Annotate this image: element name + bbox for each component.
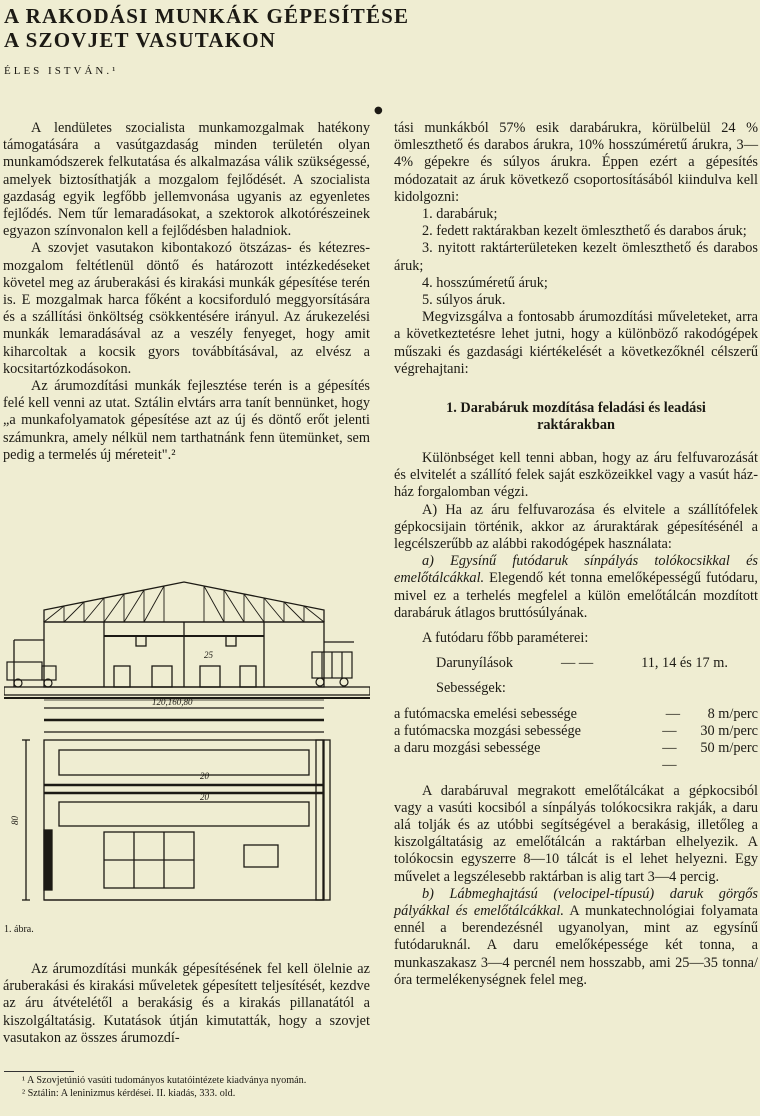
paragraph-7-text: A munkatechnológiai folyamata ennél a berendezésnél ugyanolyan, mint az egysínű futódaruknál. A daru emelőképessége két tonna, a munkaszakasz 3—4 percnél nem hosszabb, ami 25—35 tonna/óra termelékenységnek felel meg.: [394, 902, 758, 988]
subheading-a: a) Egysínű futódaruk sínpályás tolókocsikkal és emelőtálcákkal.: [394, 553, 758, 587]
goods-group-list: [394, 206, 758, 309]
list-item: 2. fedett raktárakban kezelt ömleszthető és darabos áruk;: [422, 223, 747, 240]
speed-label: a futómacska emelési sebessége: [394, 705, 578, 722]
right-paragraph-4: A) Ha az áru felfuvarozása és elvitele a szállítófelek gépkocsijain történik, akkor az áruraktárak gépesítésénél a legcélszerűbb az alábbi rakodógépek használata:: [394, 501, 758, 553]
article-title: [4, 4, 524, 52]
right-column: [394, 120, 758, 989]
rail-car: [312, 642, 354, 686]
right-paragraph-3: Különbséget kell tenni abban, hogy az áru felfuvarozását és elvitelét a szállító felek saját eszközeikkel vagy a vasút ház-ház forgalomban végzi.: [394, 450, 758, 501]
speed-value: 50 m/perc: [700, 740, 758, 757]
list-item: 4. hosszúméretű áruk;: [422, 274, 548, 291]
params-title: A futódaru főbb paraméterei:: [422, 630, 589, 647]
section-heading-line-2: raktárakban: [537, 417, 615, 434]
crane-span-row: [394, 655, 758, 672]
list-item: 5. súlyos áruk.: [422, 292, 506, 309]
span-label: Darunyílások: [436, 655, 514, 672]
dimension-label-25: 25: [204, 650, 213, 660]
left-column-bottom: [3, 961, 370, 1047]
title-line-1: A RAKODÁSI MUNKÁK GÉPESÍTÉSE: [4, 4, 410, 28]
speed-row: [394, 740, 758, 774]
roof-truss: [44, 582, 324, 622]
left-paragraph-1: A lendületes szocialista munkamozgalmak hatékony támogatására a vasútgazdaság minden területén olyan munkamódszerek felkutatása és alkalmazása válik szükségessé, amelyek biztosíthatják a mozgalom fejlődését. A szocialista gazdaság egyik legfőbb jellemvonása ugyanis az egyenletes fejlődés. Nem tűr lemaradásokat, a szektorok alkotórészeinek egyazon színvonalon kell a fejlődésben haladniok.: [3, 120, 370, 240]
paragraph-5-text: Elegendő két tonna emelőképességű futódaru, mivel ez a terhelés megfelel a külön emelőtálcán mozdított darabáruk átlagos bruttósúlyának.: [394, 570, 758, 621]
section-heading-line-1: 1. Darabáruk mozdítása feladási és leadási: [446, 400, 706, 417]
dimension-label-80: 80: [10, 816, 20, 825]
right-paragraph-1: tási munkákból 57% esik darabárukra, körülbelül 24 % ömleszthető és darabos árukra, 10% hosszúméretű árukra, 3—4% gépekre és súlyos árukra. Éppen ezért a gépesítés módozatait az áruk következő csoportosításából kiindulva kell kidolgozni:: [394, 120, 758, 205]
right-paragraph-7: [394, 886, 758, 989]
crane-hoist-left: [136, 636, 146, 646]
span-value: 11, 14 és 17 m.: [641, 655, 728, 672]
speed-label: a futómacska mozgási sebessége: [394, 722, 581, 739]
left-paragraph-3: Az árumozdítási munkák fejlesztése terén is a gépesítés felé kell venni az utat. Sztálin elvtárs arra tanít bennünket, hogy „a munkafolyamatok gépesítése azt az új és döntő erőt jelenti számunkra, amely nélkül nem tarthatnánk fenn ütemünket, sem pedig a termelés új méreteit".²: [3, 378, 370, 463]
warehouse-crane-diagram: [4, 570, 370, 915]
dimension-label-20a: 20: [200, 771, 209, 781]
plan-view: [44, 708, 330, 900]
dimension-label-top: 120,160,80: [152, 697, 193, 707]
bullet-mark: ●: [374, 105, 383, 116]
author-byline: ÉLES ISTVÁN.¹: [4, 65, 119, 77]
subheading-b: b) Lábmeghajtású (velocipel-típusú) daruk görgős pályákkal és emelőtálcákkal.: [394, 885, 758, 919]
speed-label: a daru mozgási sebessége: [394, 740, 541, 757]
left-paragraph-2: A szovjet vasutakon kibontakozó ötszázas- és kétezres-mozgalom feltétlenül döntő és határozott intézkedéseket követel meg az áruberakási és kirakási munkák gépesítése terén is. E mozgalmak harca főként a kocsiforduló meggyorsítására és a szállítási önköltség csökkentésére irányul. Az árukezelési munkák lemaradásával az a veszély fenyeget, hogy amit kiharcoltak a kocsik gyors továbbításával, az elvész a kocsitartózkodásokon.: [3, 240, 370, 377]
speeds-table: [394, 706, 758, 775]
speed-row: [394, 706, 758, 723]
speeds-title: Sebességek:: [436, 680, 506, 697]
speed-row: [394, 723, 758, 740]
footnote-1: ¹ A Szovjetúnió vasúti tudományos kutatóintézete kiadványa nyomán.: [22, 1075, 307, 1086]
footnote-rule: [4, 1071, 74, 1072]
speed-value: 30 m/perc: [700, 722, 758, 739]
span-dash: — —: [561, 655, 594, 672]
left-column: [3, 120, 370, 464]
speed-dash: — —: [662, 740, 677, 774]
speed-value: 8 m/perc: [707, 705, 758, 722]
figure-caption: 1. ábra.: [4, 924, 34, 935]
speed-dash: —: [662, 722, 677, 739]
list-item: 1. darabáruk;: [422, 206, 498, 223]
list-item: 3. nyitott raktárterületeken kezelt ömleszthető és darabos áruk;: [394, 240, 758, 274]
section-heading: [394, 400, 758, 434]
right-paragraph-5: [394, 553, 758, 622]
left-paragraph-4: Az árumozdítási munkák gépesítésének fel kell ölelnie az áruberakási és kirakási műveletek gépesített teljesítését, kezdve az áru átvételétől a berakásig és a kirakás pillanatától a kiszolgáltatásig. Kutatások útján kimutatták, hogy a szovjet vasutakon az összes árumozdí-: [3, 961, 370, 1046]
speed-dash: —: [665, 705, 681, 722]
title-line-2: A SZOVJET VASUTAKON: [4, 28, 277, 52]
footnotes: [4, 1074, 370, 1100]
dimension-label-20b: 20: [200, 792, 209, 802]
crane-hoist-right: [226, 636, 236, 646]
right-paragraph-6: A darabáruval megrakott emelőtálcákat a gépkocsiból vagy a vasúti kocsiból a sínpályás tolókocsikra rakják, a daru alá tolják és az utóbbi segítségével a berakásig, illetőleg a kiszolgáltatásig az emelőtálcán a raktárban elhelyezik. A tolókocsin egyszerre 8—10 tálcát is el lehet helyezni. Egy művelet a legszélesebb raktárban is alig tart 3—4 percig.: [394, 782, 758, 885]
right-paragraph-2: Megvizsgálva a fontosabb árumozdítási műveleteket, arra a következtetésre lehet jutni, hogy a különböző rakodógépek műszaki és gazdasági kiértékelését a következőknél célszerű végrehajtani:: [394, 309, 758, 377]
footnote-2: ² Sztálin: A leninizmus kérdései. II. kiadás, 333. old.: [22, 1088, 236, 1099]
